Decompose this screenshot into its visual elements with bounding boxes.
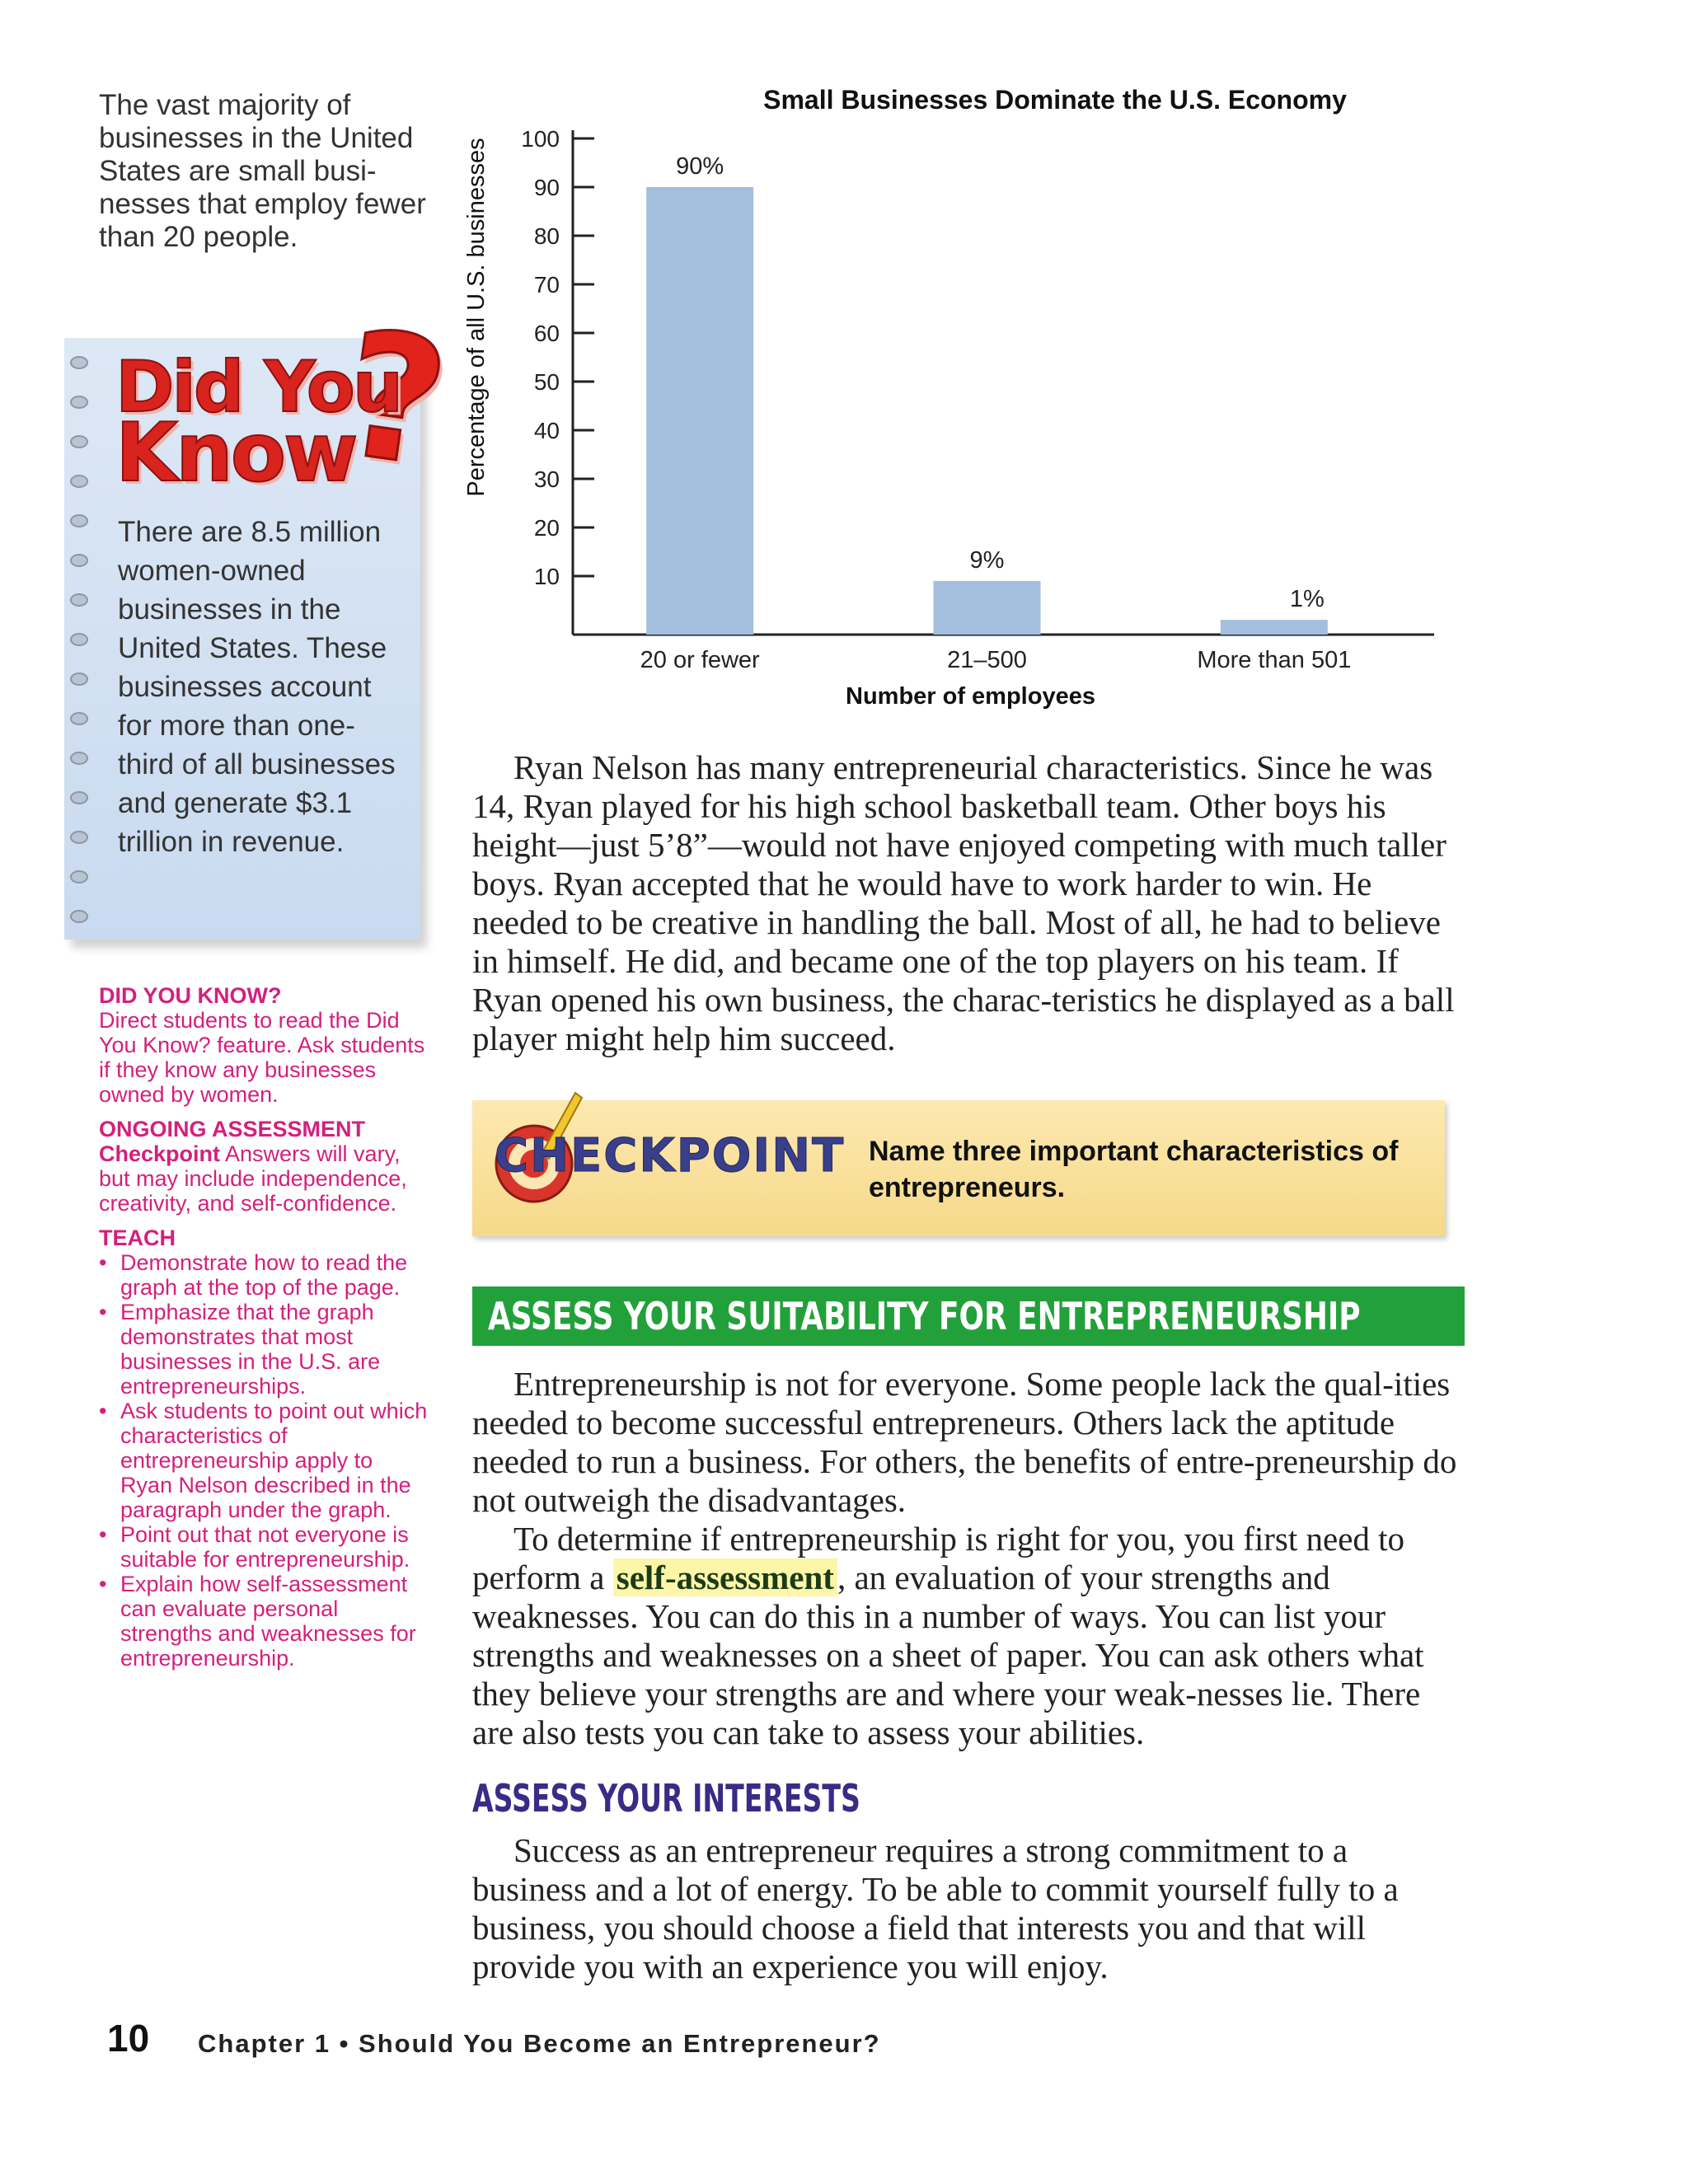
paragraph-self-assessment-start: To determine if entrepreneurship is right for you, you first need to perform a xyxy=(472,1520,1405,1596)
y-tick-label: 20 xyxy=(533,515,560,541)
notes-assessment-text: Answers will vary, but may include independence, creativity, and self-confidence. xyxy=(99,1141,407,1216)
paragraph-self-assessment xyxy=(472,1520,1461,1752)
bar-value-label: 9% xyxy=(969,546,1005,574)
chapter-footer: Chapter 1 • Should You Become an Entrepreneur? xyxy=(198,2029,881,2058)
chart-title: Small Businesses Dominate the U.S. Economy xyxy=(763,85,1347,115)
bar-chart xyxy=(462,115,1451,725)
teacher-notes xyxy=(99,983,429,1671)
y-tick-label: 100 xyxy=(521,126,560,152)
notes-teach-item: • Demonstrate how to read the graph at the top of the page. xyxy=(99,1250,429,1300)
did-you-know-title-line1: Did You xyxy=(115,346,401,429)
notes-assessment-heading: ONGOING ASSESSMENT xyxy=(99,1117,366,1141)
notes-did-you-know-heading: DID YOU KNOW? xyxy=(99,983,282,1008)
paragraph-self-assessment-end: , an evaluation of your strengths and weaknesses. You can do this in a number of ways. You can list your strengths and weaknesses on a sheet of paper. You can ask others what they believe your strengths are and where your weak-nesses lie. There are also tests you can take to assess your abilities. xyxy=(472,1558,1424,1751)
y-tick-label: 60 xyxy=(533,321,560,346)
body-paragraph-ryan xyxy=(472,748,1461,1058)
notes-teach-list xyxy=(99,1250,429,1671)
paragraph-ryan: Ryan Nelson has many entrepreneurial characteristics. Since he was 14, Ryan played for his high school basketball team. Other boys his height—just 5’8”—would not have enjoyed competing with much taller boys. Ryan accepted that he would have to work harder to win. He needed to be creative in handling the ball. Most of all, he had to believe in himself. He did, and became one of the top players on his team. If Ryan opened his own business, the charac-teristics he displayed as a ball player might help him succeed. xyxy=(472,748,1455,1057)
y-tick-label: 10 xyxy=(533,564,560,589)
chart-bar xyxy=(934,581,1041,635)
body-section-interests xyxy=(472,1831,1461,1986)
y-tick-label: 40 xyxy=(533,418,560,443)
y-tick-label: 80 xyxy=(533,223,560,249)
did-you-know-title-line2: Know xyxy=(115,406,356,500)
paragraph-interests: Success as an entrepreneur requires a strong commitment to a business and a lot of energy. To be able to commit yourself fully to a business, you should choose a field that interests you and that will provide you with an experience you will enjoy. xyxy=(472,1831,1399,1985)
y-tick-label: 90 xyxy=(533,175,560,200)
checkpoint-question: Name three important characteristics of entrepreneurs. xyxy=(869,1136,1399,1203)
notes-assessment-term: Checkpoint xyxy=(99,1141,221,1166)
chart-bar xyxy=(646,187,753,635)
page-number: 10 xyxy=(107,2017,150,2060)
y-tick-label: 50 xyxy=(533,369,560,395)
x-tick-label: 20 or fewer xyxy=(640,647,760,673)
y-tick-label: 70 xyxy=(533,272,560,298)
notes-teach-item: • Point out that not everyone is suitable for entrepreneurship. xyxy=(99,1522,429,1572)
notes-teach-item: • Emphasize that the graph demonstrates that most businesses in the U.S. are entrepreneurships. xyxy=(99,1300,429,1399)
did-you-know-text: There are 8.5 million women-owned businesses in the United States. These businesses account for more than one-third of all businesses and generate $3.1 trillion in revenue. xyxy=(118,516,396,858)
section-heading: ASSESS YOUR SUITABILITY FOR ENTREPRENEURSHIP xyxy=(488,1294,1361,1338)
x-tick-label: 21–500 xyxy=(947,647,1027,673)
spiral-binding-icon xyxy=(68,346,97,940)
subheading-assess-interests: ASSESS YOUR INTERESTS xyxy=(472,1776,860,1821)
chart-bar xyxy=(1221,620,1328,635)
bar-value-label: 90% xyxy=(676,153,724,180)
notes-teach-heading: TEACH xyxy=(99,1226,176,1250)
chart-y-axis-label: Percentage of all U.S. businesses xyxy=(463,138,490,497)
body-section-suitability xyxy=(472,1365,1461,1752)
question-mark-icon: ? xyxy=(331,292,459,507)
x-axis-label: Number of employees xyxy=(846,683,1095,710)
chart-caption: The vast majority of businesses in the United States are small busi- nesses that employ fewer than 20 people. xyxy=(99,89,426,253)
notes-teach-item: • Ask students to point out which characteristics of entrepreneurship apply to Ryan Nelson described in the paragraph under the graph. xyxy=(99,1399,429,1522)
notes-did-you-know-text: Direct students to read the Did You Know? feature. Ask students if they know any businesses owned by women. xyxy=(99,1008,425,1107)
x-tick-label: More than 501 xyxy=(1197,647,1352,673)
key-term-self-assessment: self-assessment xyxy=(613,1558,837,1596)
paragraph-suitability: Entrepreneurship is not for everyone. Some people lack the qual-ities needed to become successful entrepreneurs. Others lack the aptitude needed to run a business. For others, the benefits of entre-preneurship do not outweigh the disadvantages. xyxy=(472,1365,1457,1519)
notes-teach-item: • Explain how self-assessment can evaluate personal strengths and weaknesses for entrepreneurship. xyxy=(99,1572,429,1671)
bar-value-label: 1% xyxy=(1289,586,1325,613)
notes-assessment xyxy=(99,1141,429,1216)
y-tick-label: 30 xyxy=(533,466,560,492)
checkpoint-label: CHECKPOINT xyxy=(495,1129,846,1183)
